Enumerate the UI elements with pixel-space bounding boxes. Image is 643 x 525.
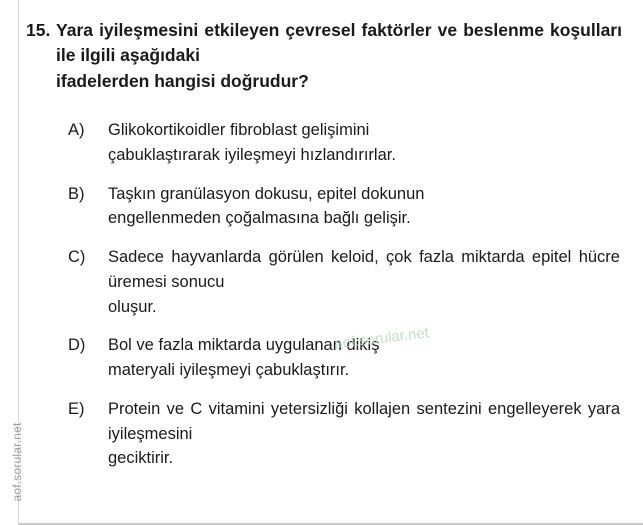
option-e-text: [108, 397, 620, 471]
option-c-line-2: fazla miktarda epitel hücre üremesi sonucu: [108, 248, 620, 291]
option-a-line-1: Glikokortikoidler fibroblast gelişimini: [108, 121, 370, 139]
option-e-line-1: Protein ve C vitamini yetersizliği kollajen: [108, 399, 411, 418]
option-d-line-2: materyali iyileşmeyi çabuklaştırır.: [108, 361, 350, 379]
question-block: [22, 18, 622, 94]
option-e[interactable]: [68, 397, 620, 471]
option-d-line-1: Bol ve fazla miktarda uygulanan dikiş: [108, 336, 380, 355]
option-d-label: D): [68, 336, 86, 355]
question-text: [56, 18, 622, 94]
watermark-center-text: aof.sorular.net: [333, 324, 430, 353]
options-list: [68, 118, 620, 485]
option-d[interactable]: [68, 333, 620, 383]
option-b-line-2: engellenmeden çoğalmasına bağlı gelişir.: [108, 209, 411, 228]
question-number: 15.: [26, 20, 51, 40]
option-a[interactable]: [68, 118, 620, 168]
option-c[interactable]: [68, 245, 620, 319]
option-c-label: C): [68, 248, 86, 266]
option-a-line-2: çabuklaştırarak iyileşmeyi hızlandırırlar.: [108, 145, 396, 164]
option-b[interactable]: [68, 182, 620, 232]
option-b-label: B): [68, 184, 85, 203]
question-line-2: ve beslenme koşulları ile ilgili aşağıdaki: [56, 20, 622, 66]
watermark-rail-text: aof.sorular.net: [10, 422, 24, 502]
option-d-text: [108, 333, 620, 383]
option-b-text: [108, 182, 620, 232]
option-e-line-3: geciktirir.: [108, 449, 174, 468]
option-b-line-1: Taşkın granülasyon dokusu, epitel dokunun: [108, 184, 425, 203]
option-e-label: E): [68, 399, 85, 418]
left-margin-rail: [0, 0, 24, 525]
question-line-3: ifadelerden hangisi doğrudur?: [56, 70, 309, 91]
option-c-text: [108, 245, 620, 319]
option-c-line-1: Sadece hayvanlarda görülen keloid, çok: [108, 248, 412, 266]
option-a-label: A): [68, 121, 85, 139]
question-line-1: Yara iyileşmesini etkileyen çevresel faktörler: [56, 20, 432, 40]
option-e-line-2: sentezini engelleyerek yara iyileşmesini: [108, 399, 620, 443]
option-c-line-3: oluşur.: [108, 297, 157, 316]
question-row: [22, 18, 622, 94]
option-a-text: [108, 118, 620, 168]
